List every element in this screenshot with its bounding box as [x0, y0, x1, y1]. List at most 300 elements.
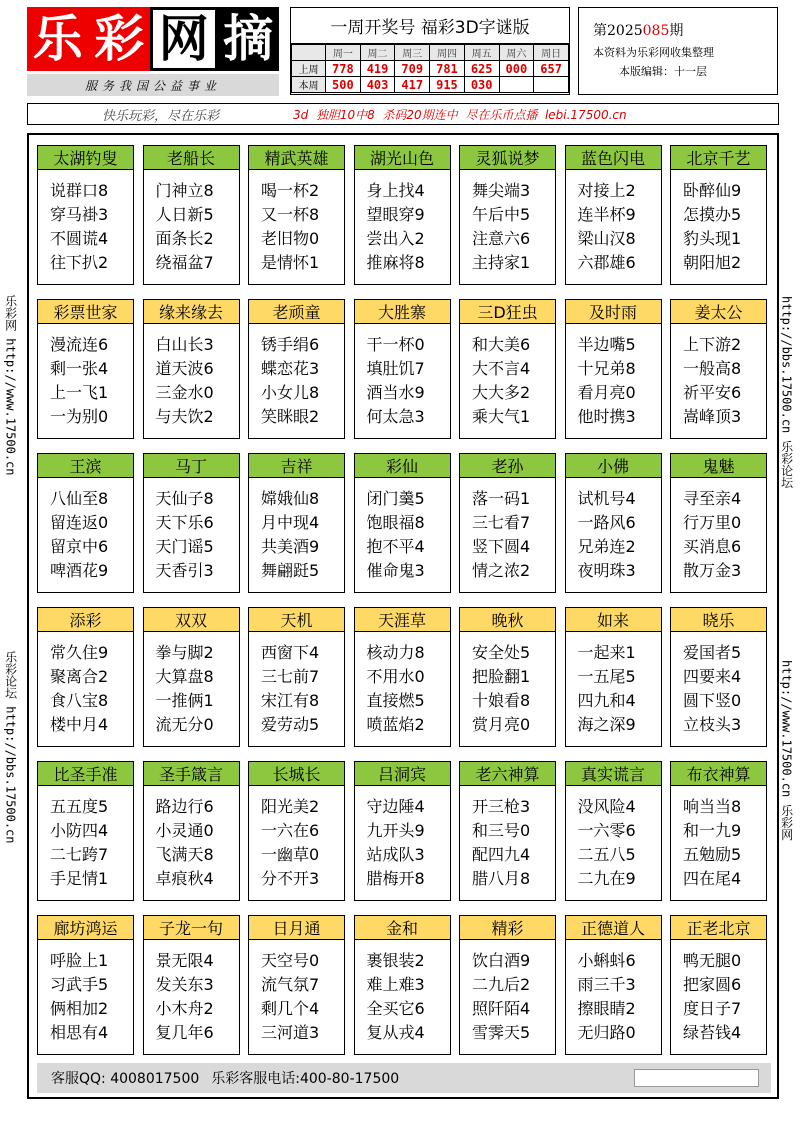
- draw-number: 403: [360, 77, 395, 93]
- riddle-card: [354, 299, 451, 439]
- riddle-card-lines: [671, 786, 766, 900]
- riddle-line: 八仙至8: [50, 489, 109, 508]
- riddle-line: 卓痕秋4: [155, 869, 214, 888]
- riddle-line: 配四九4: [472, 845, 531, 864]
- riddle-card-lines: [249, 632, 344, 746]
- riddle-card: [248, 761, 345, 901]
- riddle-line: 大算盘8: [155, 667, 214, 686]
- riddle-line: 又一杯8: [261, 205, 320, 224]
- riddle-card-title: 如来: [566, 608, 661, 632]
- riddle-line: 四要来4: [683, 667, 742, 686]
- riddle-line: 二七跨7: [50, 845, 109, 864]
- draw-number: [534, 77, 569, 93]
- logo-char-2: 彩: [89, 7, 151, 71]
- riddle-line: 夜明珠3: [577, 561, 636, 580]
- riddle-card-title: 日月通: [249, 916, 344, 940]
- riddle-line: 三金水0: [155, 383, 214, 402]
- riddle-line: 门神立8: [155, 181, 214, 200]
- riddle-line: 嫦娥仙8: [261, 489, 320, 508]
- riddle-card-lines: [144, 478, 239, 592]
- riddle-card-title: 老孙: [460, 454, 555, 478]
- draw-number: 030: [464, 77, 499, 93]
- riddle-line: 不圆谎4: [50, 229, 109, 248]
- right-side-text-top: http://bbs.17500.cn 乐彩论坛: [779, 296, 794, 489]
- riddle-line: 买消息6: [683, 537, 742, 556]
- draw-number: 709: [395, 61, 430, 77]
- riddle-card-lines: [671, 478, 766, 592]
- riddle-line: 绕福盆7: [155, 253, 214, 272]
- riddle-card-title: 王滨: [38, 454, 133, 478]
- riddle-line: 天仙子8: [155, 489, 214, 508]
- riddle-line: 阳光美2: [261, 797, 320, 816]
- riddle-line: 午后中5: [472, 205, 531, 224]
- logo-char-3: 网: [150, 7, 218, 71]
- riddle-line: 落一码1: [472, 489, 531, 508]
- riddle-line: 无归路0: [577, 1023, 636, 1042]
- riddle-card-lines: [144, 170, 239, 284]
- weekday: 周一: [326, 45, 361, 61]
- riddle-card-lines: [566, 478, 661, 592]
- riddle-card-title: 子龙一句: [144, 916, 239, 940]
- riddle-line: 站成队3: [366, 845, 425, 864]
- riddle-line: 圆下竖0: [683, 691, 742, 710]
- riddle-card: [670, 453, 767, 593]
- riddle-card-lines: [460, 632, 555, 746]
- riddle-line: 一推俩1: [155, 691, 214, 710]
- riddle-line: 大大多2: [472, 383, 531, 402]
- riddle-line: 上一飞1: [50, 383, 109, 402]
- draw-number: 500: [326, 77, 361, 93]
- riddle-line: 不用水0: [366, 667, 425, 686]
- riddle-card: [248, 299, 345, 439]
- riddle-line: 白山长3: [155, 335, 214, 354]
- riddle-line: 乘大气1: [472, 407, 531, 426]
- riddle-card: [143, 607, 240, 747]
- riddle-line: 三河道3: [261, 1023, 320, 1042]
- riddle-card-title: 彩票世家: [38, 300, 133, 324]
- riddle-card-lines: [144, 324, 239, 438]
- riddle-line: 是情怀1: [261, 253, 320, 272]
- riddle-line: 聚离合2: [50, 667, 109, 686]
- riddle-line: 爱劳动5: [261, 715, 320, 734]
- riddle-line: 没风险4: [577, 797, 636, 816]
- riddle-line: 催命鬼3: [366, 561, 425, 580]
- weekly-draw-box: [290, 7, 570, 95]
- riddle-line: 填肚饥7: [366, 359, 425, 378]
- riddle-card-lines: [355, 940, 450, 1054]
- riddle-line: 十娘看8: [472, 691, 531, 710]
- riddle-card-lines: [566, 786, 661, 900]
- riddle-line: 三七看7: [472, 513, 531, 532]
- riddle-card-lines: [671, 324, 766, 438]
- riddle-card-lines: [355, 170, 450, 284]
- riddle-card-lines: [460, 786, 555, 900]
- riddle-line: 海之深9: [577, 715, 636, 734]
- riddle-line: 留京中6: [50, 537, 109, 556]
- riddle-card-title: 晓乐: [671, 608, 766, 632]
- riddle-card-title: 正老北京: [671, 916, 766, 940]
- riddle-line: 响当当8: [683, 797, 742, 816]
- riddle-card: [143, 761, 240, 901]
- riddle-line: 全买它6: [366, 999, 425, 1018]
- riddle-card-lines: [460, 324, 555, 438]
- riddle-line: 漫流连6: [50, 335, 109, 354]
- riddle-line: 楼中月4: [50, 715, 109, 734]
- riddle-card-title: 湖光山色: [355, 146, 450, 170]
- riddle-card-lines: [38, 324, 133, 438]
- riddle-card: [459, 607, 556, 747]
- riddle-line: 一幽草0: [261, 845, 320, 864]
- riddle-line: 复几年6: [155, 1023, 214, 1042]
- riddle-line: 喝一杯2: [261, 181, 320, 200]
- riddle-card-title: 精彩: [460, 916, 555, 940]
- service-qq: 客服QQ: 4008017500: [51, 1071, 200, 1087]
- riddle-line: 他时携3: [577, 407, 636, 426]
- issue-editor: 本版编辑：十一层: [619, 65, 707, 78]
- riddle-card: [37, 761, 134, 901]
- riddle-line: 度日子7: [683, 999, 742, 1018]
- riddle-card-title: 双双: [144, 608, 239, 632]
- riddle-card-title: 老船长: [144, 146, 239, 170]
- riddle-card: [565, 299, 662, 439]
- riddle-line: 四九和4: [577, 691, 636, 710]
- draw-title: 一周开奖号 福彩3D字谜版: [291, 8, 569, 44]
- riddle-card: [459, 299, 556, 439]
- riddle-line: 一路风6: [577, 513, 636, 532]
- riddle-card-lines: [249, 940, 344, 1054]
- riddle-line: 和大美6: [472, 335, 531, 354]
- riddle-line: 主持家1: [472, 253, 531, 272]
- riddle-line: 二九在9: [577, 869, 636, 888]
- riddle-card-lines: [144, 940, 239, 1054]
- riddle-card: [37, 453, 134, 593]
- riddle-line: 复从戎4: [366, 1023, 425, 1042]
- riddle-card: [248, 607, 345, 747]
- riddle-card: [37, 607, 134, 747]
- riddle-line: 道天波6: [155, 359, 214, 378]
- riddle-line: 一为别0: [50, 407, 109, 426]
- footer-bar: [37, 1063, 771, 1093]
- riddle-card: [565, 915, 662, 1055]
- riddle-card-lines: [249, 786, 344, 900]
- riddle-line: 常久住9: [50, 643, 109, 662]
- riddle-line: 手足情1: [50, 869, 109, 888]
- riddle-line: 三七前7: [261, 667, 320, 686]
- riddle-line: 尝出入2: [366, 229, 425, 248]
- riddle-line: 卧醉仙9: [683, 181, 742, 200]
- riddle-line: 流无分0: [155, 715, 214, 734]
- main-panel: [27, 133, 779, 1099]
- riddle-card: [459, 915, 556, 1055]
- riddle-line: 小防四4: [50, 821, 109, 840]
- riddle-line: 散万金3: [683, 561, 742, 580]
- riddle-card: [459, 145, 556, 285]
- riddle-card: [37, 299, 134, 439]
- riddle-line: 天门谣5: [155, 537, 214, 556]
- riddle-line: 一六在6: [261, 821, 320, 840]
- left-side-text-top: 乐彩网 http://www.17500.cn: [3, 294, 18, 476]
- riddle-line: 雨三千3: [577, 975, 636, 994]
- riddle-line: 怎摸办5: [683, 205, 742, 224]
- riddle-line: 说群口8: [50, 181, 109, 200]
- riddle-line: 干一杯0: [366, 335, 425, 354]
- logo-char-1: 乐: [27, 7, 89, 71]
- riddle-line: 小蝌蚪6: [577, 951, 636, 970]
- riddle-card-lines: [38, 632, 133, 746]
- banner: [27, 103, 779, 125]
- row-label: 本周: [292, 77, 326, 93]
- riddle-line: 难上难3: [366, 975, 425, 994]
- riddle-card-title: 精武英雄: [249, 146, 344, 170]
- riddle-card-title: 真实谎言: [566, 762, 661, 786]
- riddle-card-title: 老六神算: [460, 762, 555, 786]
- riddle-line: 穿马褂3: [50, 205, 109, 224]
- riddle-line: 竖下圆4: [472, 537, 531, 556]
- riddle-line: 兄弟连2: [577, 537, 636, 556]
- riddle-line: 朝阳旭2: [683, 253, 742, 272]
- riddle-card-title: 蓝色闪电: [566, 146, 661, 170]
- riddle-card-lines: [144, 786, 239, 900]
- riddle-card: [354, 145, 451, 285]
- riddle-line: 小木舟2: [155, 999, 214, 1018]
- riddle-line: 豹头现1: [683, 229, 742, 248]
- riddle-card-title: 金和: [355, 916, 450, 940]
- riddle-line: 习武手5: [50, 975, 109, 994]
- riddle-line: 寻至亲4: [683, 489, 742, 508]
- riddle-line: 把家圆6: [683, 975, 742, 994]
- draw-number: 657: [534, 61, 569, 77]
- riddle-line: 与夫饮2: [155, 407, 214, 426]
- riddle-line: 一般高8: [683, 359, 742, 378]
- riddle-line: 路边行6: [155, 797, 214, 816]
- issue-number: 第2025085期: [593, 23, 684, 39]
- riddle-line: 裹银装2: [366, 951, 425, 970]
- draw-number: 419: [360, 61, 395, 77]
- riddle-card: [565, 607, 662, 747]
- riddle-card: [143, 299, 240, 439]
- riddle-line: 鸭无腿0: [683, 951, 742, 970]
- riddle-line: 立枝头3: [683, 715, 742, 734]
- riddle-line: 和一九9: [683, 821, 742, 840]
- riddle-line: 往下扒2: [50, 253, 109, 272]
- draw-number: 000: [499, 61, 534, 77]
- riddle-card-title: 晚秋: [460, 608, 555, 632]
- riddle-card-title: 鬼魅: [671, 454, 766, 478]
- riddle-card-lines: [671, 632, 766, 746]
- riddle-line: 和三号0: [472, 821, 531, 840]
- riddle-line: 天下乐6: [155, 513, 214, 532]
- riddle-line: 祈平安6: [683, 383, 742, 402]
- riddle-line: 笑眯眼2: [261, 407, 320, 426]
- riddle-line: 雪霁天5: [472, 1023, 531, 1042]
- draw-number: 915: [430, 77, 465, 93]
- footer-blank-box: [634, 1069, 759, 1087]
- riddle-line: 试机号4: [577, 489, 636, 508]
- riddle-card: [37, 915, 134, 1055]
- riddle-line: 核动力8: [366, 643, 425, 662]
- riddle-line: 宋江有8: [261, 691, 320, 710]
- riddle-line: 九开头9: [366, 821, 425, 840]
- riddle-line: 老旧物0: [261, 229, 320, 248]
- riddle-line: 腊八月8: [472, 869, 531, 888]
- riddle-line: 开三枪3: [472, 797, 531, 816]
- riddle-line: 流气氛7: [261, 975, 320, 994]
- riddle-line: 大不言4: [472, 359, 531, 378]
- riddle-card-lines: [671, 940, 766, 1054]
- riddle-card-lines: [355, 324, 450, 438]
- riddle-line: 面条长2: [155, 229, 214, 248]
- weekday: 周三: [395, 45, 430, 61]
- riddle-line: 二五八5: [577, 845, 636, 864]
- riddle-line: 行万里0: [683, 513, 742, 532]
- riddle-line: 留连返0: [50, 513, 109, 532]
- riddle-card: [143, 145, 240, 285]
- row-label: 上周: [292, 61, 326, 77]
- riddle-card-title: 三D狂虫: [460, 300, 555, 324]
- riddle-card: [670, 761, 767, 901]
- riddle-line: 拳与脚2: [155, 643, 214, 662]
- riddle-line: 赏月亮0: [472, 715, 531, 734]
- riddle-line: 锈手绢6: [261, 335, 320, 354]
- riddle-line: 一起来1: [577, 643, 636, 662]
- riddle-card-lines: [355, 478, 450, 592]
- riddle-card: [670, 145, 767, 285]
- riddle-card-lines: [38, 170, 133, 284]
- riddle-card: [354, 607, 451, 747]
- riddle-card-lines: [566, 940, 661, 1054]
- riddle-line: 四在尾4: [683, 869, 742, 888]
- logo-char-4: 摘: [218, 7, 280, 71]
- riddle-line: 六郡雄6: [577, 253, 636, 272]
- weekday: 周二: [360, 45, 395, 61]
- riddle-line: 安全处5: [472, 643, 531, 662]
- riddle-line: 何太急3: [366, 407, 425, 426]
- riddle-card-title: 天涯草: [355, 608, 450, 632]
- riddle-card-lines: [38, 940, 133, 1054]
- riddle-line: 身上找4: [366, 181, 425, 200]
- weekday: 周六: [499, 45, 534, 61]
- riddle-line: 小女儿8: [261, 383, 320, 402]
- riddle-line: 看月亮0: [577, 383, 636, 402]
- riddle-line: 西窗下4: [261, 643, 320, 662]
- riddle-card-title: 小佛: [566, 454, 661, 478]
- riddle-card-title: 布衣神算: [671, 762, 766, 786]
- riddle-card-lines: [249, 324, 344, 438]
- riddle-line: 飞满天8: [155, 845, 214, 864]
- riddle-card: [670, 299, 767, 439]
- riddle-line: 酒当水9: [366, 383, 425, 402]
- riddle-line: 饱眼福8: [366, 513, 425, 532]
- issue-note: 本资料为乐彩网收集整理: [593, 46, 714, 59]
- riddle-line: 推麻将8: [366, 253, 425, 272]
- riddle-card-lines: [566, 324, 661, 438]
- riddle-card-lines: [355, 786, 450, 900]
- riddle-line: 俩相加2: [50, 999, 109, 1018]
- riddle-line: 绿苔钱4: [683, 1023, 742, 1042]
- riddle-line: 一六零6: [577, 821, 636, 840]
- riddle-card: [670, 915, 767, 1055]
- issue-box: [578, 7, 778, 95]
- riddle-line: 呼脸上1: [50, 951, 109, 970]
- riddle-card-title: 比圣手准: [38, 762, 133, 786]
- left-side-text-bottom: 乐彩论坛 http://bbs.17500.cn: [3, 651, 18, 844]
- riddle-card-lines: [249, 170, 344, 284]
- riddle-line: 对接上2: [577, 181, 636, 200]
- riddle-card-title: 大胜寨: [355, 300, 450, 324]
- logo: [27, 7, 279, 71]
- banner-ad-link[interactable]: 3d 独胆10中8 杀码20期连中 尽在乐币点播 lebi.17500.cn: [293, 107, 627, 122]
- riddle-line: 剩一张4: [50, 359, 109, 378]
- riddle-line: 相思有4: [50, 1023, 109, 1042]
- riddle-card-title: 北京千艺: [671, 146, 766, 170]
- riddle-line: 景无限4: [155, 951, 214, 970]
- riddle-line: 喷蓝焰2: [366, 715, 425, 734]
- riddle-line: 抱不平4: [366, 537, 425, 556]
- riddle-card: [37, 145, 134, 285]
- riddle-card-title: 圣手箴言: [144, 762, 239, 786]
- riddle-line: 剩几个4: [261, 999, 320, 1018]
- last-week-row: [292, 61, 569, 77]
- riddle-card-lines: [671, 170, 766, 284]
- riddle-line: 舞尖端3: [472, 181, 531, 200]
- riddle-card-title: 彩仙: [355, 454, 450, 478]
- weekday: 周四: [430, 45, 465, 61]
- riddle-card: [670, 607, 767, 747]
- riddle-card: [459, 453, 556, 593]
- riddle-line: 舞翩跹5: [261, 561, 320, 580]
- banner-slogan: 快乐玩彩，尽在乐彩: [101, 108, 219, 124]
- riddle-card-title: 灵狐说梦: [460, 146, 555, 170]
- riddle-card-lines: [249, 478, 344, 592]
- riddle-card-lines: [144, 632, 239, 746]
- riddle-line: 闭门羹5: [366, 489, 425, 508]
- weekday: 周五: [464, 45, 499, 61]
- riddle-line: 一五尾5: [577, 667, 636, 686]
- riddle-card-title: 添彩: [38, 608, 133, 632]
- riddle-line: 嵩峰顶3: [683, 407, 742, 426]
- riddle-line: 爱国者5: [683, 643, 742, 662]
- riddle-card-lines: [355, 632, 450, 746]
- draw-number: 417: [395, 77, 430, 93]
- riddle-card: [248, 145, 345, 285]
- riddle-card-title: 廊坊鸿运: [38, 916, 133, 940]
- riddle-card-lines: [38, 786, 133, 900]
- riddle-card: [354, 761, 451, 901]
- riddle-line: 二九后2: [472, 975, 531, 994]
- riddle-line: 上下游2: [683, 335, 742, 354]
- weekday: 周日: [534, 45, 569, 61]
- riddle-line: 共美酒9: [261, 537, 320, 556]
- riddle-card-title: 正德道人: [566, 916, 661, 940]
- draw-number: 778: [326, 61, 361, 77]
- riddle-line: 五勉励5: [683, 845, 742, 864]
- riddle-card: [565, 761, 662, 901]
- riddle-line: 食八宝8: [50, 691, 109, 710]
- riddle-line: 注意六6: [472, 229, 531, 248]
- riddle-card: [565, 453, 662, 593]
- draw-number: 781: [430, 61, 465, 77]
- riddle-card: [143, 915, 240, 1055]
- riddle-card-title: 长城长: [249, 762, 344, 786]
- riddle-card-lines: [38, 478, 133, 592]
- riddle-line: 饮白酒9: [472, 951, 531, 970]
- riddle-line: 直接燃5: [366, 691, 425, 710]
- weekday-row: [292, 45, 569, 61]
- riddle-line: 连半杯9: [577, 205, 636, 224]
- riddle-line: 十兄弟8: [577, 359, 636, 378]
- riddle-line: 天空号0: [261, 951, 320, 970]
- riddle-line: 梁山汉8: [577, 229, 636, 248]
